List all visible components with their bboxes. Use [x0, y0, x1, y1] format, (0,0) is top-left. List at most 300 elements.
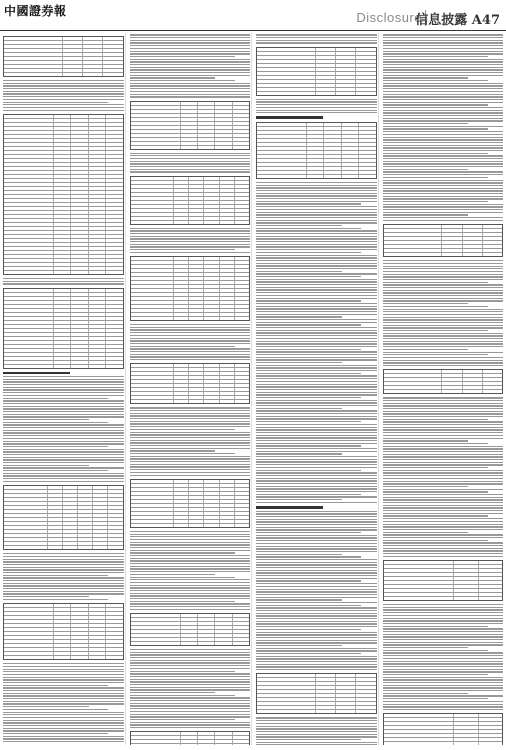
- text-line: [383, 521, 504, 522]
- text-line: [256, 308, 377, 309]
- table-cell: [220, 281, 235, 284]
- table-cell: [235, 301, 249, 304]
- table-cell: [384, 742, 455, 745]
- table-cell: [108, 494, 122, 497]
- text-line: [383, 214, 469, 215]
- text-line: [383, 338, 504, 339]
- table-cell: [89, 628, 106, 631]
- table-cell: [336, 76, 356, 79]
- table-cell: [204, 205, 219, 208]
- table-cell: [174, 209, 189, 212]
- table-cell: [54, 191, 71, 194]
- table-cell: [359, 155, 375, 158]
- table-cell: [233, 626, 249, 629]
- table-row: [384, 390, 503, 393]
- table-cell: [78, 538, 93, 541]
- text-line: [256, 246, 377, 247]
- data-table: [130, 363, 251, 404]
- table-cell: [4, 139, 54, 142]
- text-line: [256, 209, 377, 210]
- table-cell: [235, 185, 249, 188]
- text-line: [130, 80, 235, 81]
- table-cell: [4, 616, 54, 619]
- table-cell: [106, 337, 122, 340]
- text-line: [383, 91, 504, 92]
- table-cell: [89, 648, 106, 651]
- table-cell: [235, 524, 249, 527]
- text-line: [3, 403, 124, 404]
- text-line: [3, 690, 124, 691]
- text-line: [383, 631, 504, 632]
- text-line: [383, 532, 469, 533]
- data-table: [383, 713, 504, 745]
- text-line: [383, 515, 488, 516]
- table-cell: [48, 490, 63, 493]
- table-cell: [215, 614, 232, 617]
- text-line: [383, 169, 469, 170]
- table-cell: [198, 142, 215, 145]
- text-line: [130, 716, 251, 717]
- table-cell: [63, 49, 83, 52]
- text-line: [256, 613, 377, 614]
- table-cell: [108, 502, 122, 505]
- text-line: [383, 416, 504, 417]
- text-line: [383, 51, 504, 52]
- table-cell: [106, 143, 122, 146]
- text-line: [130, 171, 251, 172]
- table-cell: [181, 142, 198, 145]
- text-line: [383, 300, 504, 301]
- table-cell: [89, 115, 106, 118]
- text-line: [130, 332, 251, 333]
- text-line: [383, 634, 504, 635]
- table-cell: [131, 376, 175, 379]
- table-cell: [235, 484, 249, 487]
- table-cell: [215, 736, 232, 739]
- text-line: [256, 640, 377, 641]
- text-line: [256, 567, 377, 568]
- table-cell: [131, 524, 175, 527]
- table-cell: [215, 134, 232, 137]
- table-cell: [89, 652, 106, 655]
- table-cell: [198, 114, 215, 117]
- text-line: [256, 467, 377, 468]
- table-cell: [454, 726, 478, 729]
- table-cell: [89, 183, 106, 186]
- table-cell: [198, 642, 215, 645]
- text-line: [256, 637, 377, 638]
- table-cell: [356, 694, 375, 697]
- text-line: [383, 311, 504, 312]
- table-cell: [4, 490, 48, 493]
- table-cell: [342, 139, 359, 142]
- table-cell: [204, 376, 219, 379]
- table-cell: [483, 233, 502, 236]
- subheading: [3, 372, 70, 375]
- table-cell: [316, 706, 336, 709]
- table-cell: [235, 317, 249, 320]
- table-cell: [454, 597, 478, 600]
- table-cell: [220, 516, 235, 519]
- text-line: [383, 40, 504, 41]
- text-line: [3, 400, 124, 401]
- table-cell: [4, 624, 54, 627]
- text-line: [256, 461, 377, 462]
- table-cell: [174, 484, 189, 487]
- text-line: [130, 77, 216, 78]
- table-cell: [359, 135, 375, 138]
- text-line: [256, 319, 377, 320]
- table-cell: [131, 400, 175, 403]
- text-line: [383, 80, 488, 81]
- table-cell: [89, 337, 106, 340]
- text-line: [130, 163, 251, 164]
- table-cell: [106, 183, 122, 186]
- table-cell: [54, 305, 71, 308]
- table-cell: [356, 698, 375, 701]
- table-cell: [316, 68, 336, 71]
- table-cell: [384, 730, 455, 733]
- table-cell: [324, 123, 341, 126]
- text-line: [256, 610, 377, 611]
- table-cell: [384, 390, 443, 393]
- table-cell: [71, 628, 88, 631]
- text-line: [3, 569, 124, 570]
- text-line: [130, 56, 235, 57]
- text-line: [130, 700, 251, 701]
- table-cell: [131, 740, 181, 743]
- table-cell: [233, 634, 249, 637]
- table-cell: [4, 313, 54, 316]
- table-cell: [54, 219, 71, 222]
- text-line: [3, 104, 124, 105]
- table-cell: [78, 510, 93, 513]
- table-cell: [89, 341, 106, 344]
- text-line: [383, 123, 469, 124]
- table-cell: [106, 147, 122, 150]
- table-cell: [4, 223, 54, 226]
- table-cell: [483, 386, 502, 389]
- text-line: [3, 91, 124, 92]
- table-cell: [54, 644, 71, 647]
- text-line: [130, 687, 251, 688]
- table-cell: [174, 289, 189, 292]
- table-cell: [71, 263, 88, 266]
- table-cell: [384, 565, 455, 568]
- table-cell: [233, 740, 249, 743]
- table-cell: [4, 522, 48, 525]
- text-line: [3, 671, 124, 672]
- table-cell: [442, 249, 462, 252]
- table-cell: [54, 235, 71, 238]
- table-cell: [89, 203, 106, 206]
- table-cell: [54, 123, 71, 126]
- table-cell: [71, 179, 88, 182]
- text-line: [130, 563, 251, 564]
- text-line: [256, 519, 377, 520]
- table-cell: [89, 259, 106, 262]
- table-cell: [4, 227, 54, 230]
- table-cell: [54, 115, 71, 118]
- table-cell: [189, 520, 204, 523]
- table-cell: [442, 225, 462, 228]
- table-cell: [189, 500, 204, 503]
- table-cell: [204, 197, 219, 200]
- text-line: [383, 118, 504, 119]
- table-cell: [71, 305, 88, 308]
- text-line: [130, 359, 251, 360]
- text-line: [383, 505, 504, 506]
- text-line: [3, 599, 108, 600]
- text-line: [3, 446, 108, 447]
- table-cell: [204, 504, 219, 507]
- table-cell: [204, 265, 219, 268]
- table-cell: [4, 127, 54, 130]
- table-cell: [4, 293, 54, 296]
- table-cell: [483, 382, 502, 385]
- text-line: [130, 233, 251, 234]
- data-table: [130, 176, 251, 225]
- table-cell: [106, 309, 122, 312]
- table-cell: [235, 265, 249, 268]
- table-cell: [4, 301, 54, 304]
- text-line: [130, 719, 235, 720]
- table-cell: [204, 384, 219, 387]
- table-cell: [103, 41, 122, 44]
- text-line: [256, 351, 377, 352]
- text-line: [3, 475, 124, 476]
- table-cell: [89, 325, 106, 328]
- table-cell: [359, 159, 375, 162]
- column-4: [382, 33, 505, 745]
- text-line: [256, 575, 377, 576]
- table-cell: [220, 524, 235, 527]
- text-line: [130, 560, 251, 561]
- table-cell: [181, 626, 198, 629]
- table-cell: [257, 682, 316, 685]
- table-cell: [103, 45, 122, 48]
- table-cell: [106, 227, 122, 230]
- table-cell: [198, 736, 215, 739]
- text-line: [256, 324, 361, 325]
- table-cell: [54, 127, 71, 130]
- table-cell: [131, 281, 175, 284]
- text-line: [130, 329, 251, 330]
- table-cell: [316, 72, 336, 75]
- table-cell: [71, 652, 88, 655]
- table-cell: [54, 640, 71, 643]
- text-line: [256, 375, 377, 376]
- table-cell: [4, 632, 54, 635]
- table-cell: [204, 217, 219, 220]
- table-cell: [54, 604, 71, 607]
- table-cell: [463, 370, 483, 373]
- text-line: [383, 674, 488, 675]
- table-cell: [233, 122, 249, 125]
- table-cell: [63, 41, 83, 44]
- text-line: [3, 441, 124, 442]
- table-cell: [257, 155, 307, 158]
- table-cell: [4, 175, 54, 178]
- table-cell: [220, 289, 235, 292]
- table-cell: [71, 321, 88, 324]
- table-cell: [479, 561, 502, 564]
- table-cell: [235, 313, 249, 316]
- text-line: [130, 464, 251, 465]
- table-cell: [204, 372, 219, 375]
- table-cell: [204, 289, 219, 292]
- table-cell: [131, 285, 175, 288]
- table-cell: [106, 251, 122, 254]
- text-line: [3, 465, 89, 466]
- table-cell: [4, 608, 54, 611]
- table-cell: [54, 147, 71, 150]
- table-cell: [204, 185, 219, 188]
- table-cell: [174, 400, 189, 403]
- table-cell: [204, 317, 219, 320]
- table-cell: [89, 235, 106, 238]
- table-cell: [106, 267, 122, 270]
- table-cell: [307, 127, 324, 130]
- table-cell: [4, 143, 54, 146]
- text-line: [256, 217, 377, 218]
- table-cell: [54, 333, 71, 336]
- table-cell: [54, 227, 71, 230]
- table-cell: [220, 269, 235, 272]
- table-cell: [131, 134, 181, 137]
- table-cell: [316, 694, 336, 697]
- table-cell: [103, 61, 122, 64]
- table-cell: [4, 231, 54, 234]
- text-line: [3, 408, 124, 409]
- text-line: [256, 578, 377, 579]
- table-cell: [54, 151, 71, 154]
- table-cell: [89, 127, 106, 130]
- text-line: [130, 69, 251, 70]
- table-cell: [131, 257, 175, 260]
- table-cell: [63, 518, 78, 521]
- table-cell: [54, 357, 71, 360]
- table-cell: [342, 167, 359, 170]
- table-cell: [174, 261, 189, 264]
- table-cell: [479, 738, 502, 741]
- table-cell: [189, 289, 204, 292]
- table-cell: [89, 271, 106, 274]
- text-line: [256, 402, 377, 403]
- text-line: [256, 475, 377, 476]
- table-cell: [63, 57, 83, 60]
- table-cell: [235, 372, 249, 375]
- text-line: [383, 357, 504, 358]
- table-cell: [181, 130, 198, 133]
- table-cell: [189, 209, 204, 212]
- table-cell: [71, 325, 88, 328]
- table-cell: [106, 171, 122, 174]
- text-line: [130, 603, 251, 604]
- text-line: [256, 238, 377, 239]
- table-cell: [174, 480, 189, 483]
- text-line: [3, 379, 124, 380]
- text-line: [383, 534, 504, 535]
- table-cell: [4, 215, 54, 218]
- table-cell: [384, 573, 455, 576]
- table-cell: [54, 179, 71, 182]
- table-cell: [4, 49, 63, 52]
- table-cell: [204, 496, 219, 499]
- text-line: [256, 513, 377, 514]
- table-cell: [324, 163, 341, 166]
- table-cell: [83, 41, 103, 44]
- table-cell: [131, 297, 175, 300]
- text-line: [383, 166, 504, 167]
- text-line: [383, 642, 504, 643]
- table-cell: [89, 349, 106, 352]
- table-cell: [131, 372, 175, 375]
- table-cell: [189, 217, 204, 220]
- text-line: [3, 414, 124, 415]
- text-line: [256, 562, 377, 563]
- table-cell: [4, 239, 54, 242]
- table-cell: [189, 368, 204, 371]
- text-line: [130, 88, 251, 89]
- table-cell: [106, 333, 122, 336]
- text-line: [383, 271, 504, 272]
- text-line: [3, 666, 124, 667]
- text-line: [256, 524, 377, 525]
- table-cell: [131, 364, 175, 367]
- text-line: [3, 567, 124, 568]
- table-cell: [106, 612, 122, 615]
- text-line: [383, 322, 504, 323]
- text-line: [130, 343, 251, 344]
- table-cell: [316, 80, 336, 83]
- table-cell: [342, 147, 359, 150]
- table-cell: [4, 163, 54, 166]
- text-line: [383, 139, 504, 140]
- table-cell: [356, 702, 375, 705]
- table-cell: [215, 114, 232, 117]
- table-cell: [4, 345, 54, 348]
- text-line: [256, 273, 377, 274]
- table-cell: [356, 678, 375, 681]
- text-line: [130, 166, 251, 167]
- table-cell: [215, 744, 232, 745]
- table-cell: [198, 118, 215, 121]
- table-cell: [4, 131, 54, 134]
- text-line: [130, 552, 235, 553]
- text-line: [383, 314, 504, 315]
- table-cell: [356, 686, 375, 689]
- text-line: [256, 416, 377, 417]
- table-cell: [63, 486, 78, 489]
- table-cell: [78, 534, 93, 537]
- table-cell: [307, 123, 324, 126]
- table-cell: [220, 221, 235, 224]
- text-line: [130, 695, 235, 696]
- table-cell: [4, 119, 54, 122]
- table-cell: [131, 622, 181, 625]
- text-line: [383, 88, 504, 89]
- table-cell: [479, 593, 502, 596]
- table-cell: [174, 384, 189, 387]
- text-line: [256, 717, 377, 718]
- table-cell: [4, 135, 54, 138]
- table-cell: [174, 265, 189, 268]
- table-cell: [454, 569, 478, 572]
- table-cell: [316, 682, 336, 685]
- table-cell: [463, 249, 483, 252]
- table-cell: [71, 365, 88, 368]
